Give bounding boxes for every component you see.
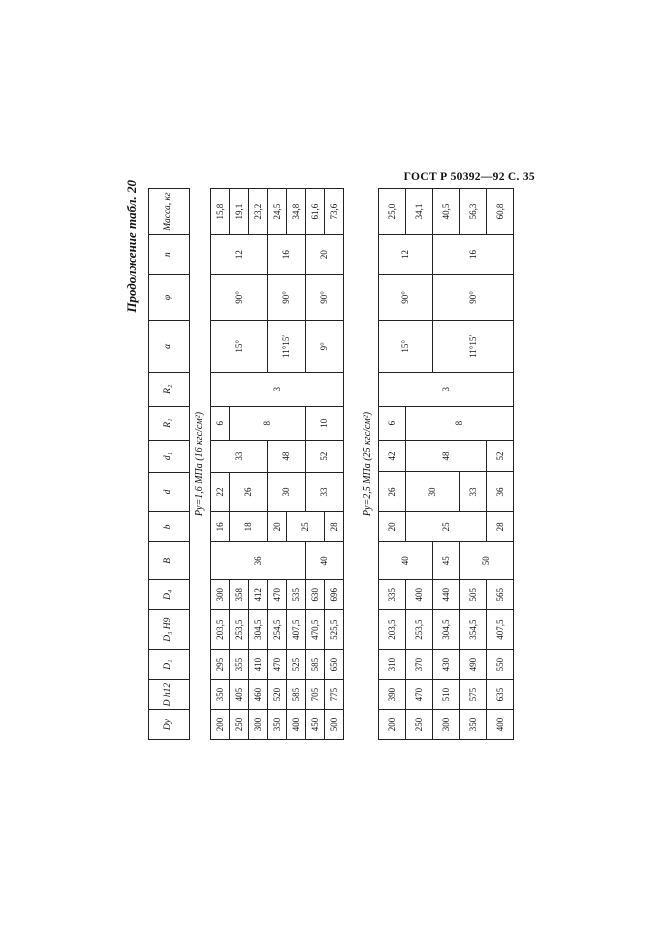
cell: 304,5 (433, 610, 460, 650)
cell: 510 (433, 680, 460, 710)
table-row (268, 189, 287, 740)
cell: 8 (230, 406, 306, 440)
cell: 3 (379, 372, 514, 406)
cell: 12 (211, 235, 268, 275)
cell: 490 (460, 650, 487, 680)
cell: 10 (306, 406, 344, 440)
col-header: b (149, 512, 190, 542)
cell: 20 (268, 512, 287, 542)
col-header: α (149, 320, 190, 372)
flange-table-pn25 (358, 188, 514, 740)
cell: 525 (287, 650, 306, 680)
cell: 42 (379, 440, 406, 472)
cell: 61,6 (306, 189, 325, 235)
cell: 15° (379, 320, 433, 372)
cell: 200 (379, 710, 406, 740)
cell: 45 (433, 542, 460, 580)
cell: 440 (433, 580, 460, 610)
cell: 11°15′ (268, 320, 306, 372)
cell: 6 (379, 406, 406, 440)
col-header: D₃ H9 (149, 610, 190, 650)
cell: 73,6 (325, 189, 344, 235)
cell: 460 (249, 680, 268, 710)
cell: 36 (211, 542, 306, 580)
cell: 295 (211, 650, 230, 680)
cell: 354,5 (460, 610, 487, 650)
table-row (379, 189, 406, 740)
cell: 400 (406, 580, 433, 610)
cell: 33 (460, 472, 487, 512)
cell: 15,8 (211, 189, 230, 235)
col-header: n (149, 235, 190, 275)
cell: 200 (211, 710, 230, 740)
cell: 20 (306, 235, 344, 275)
cell: 90° (379, 274, 433, 320)
cell: 400 (487, 710, 514, 740)
cell: 56,3 (460, 189, 487, 235)
cell: 52 (487, 440, 514, 472)
col-header: φ (149, 275, 190, 321)
cell: 60,8 (487, 189, 514, 235)
cell: 430 (433, 650, 460, 680)
page-header: ГОСТ Р 50392—92 С. 35 (403, 171, 535, 183)
cell: 90° (211, 275, 268, 321)
cell: 304,5 (249, 610, 268, 650)
rotated-table-block (120, 180, 505, 740)
cell: 310 (379, 650, 406, 680)
cell: 40 (306, 542, 344, 580)
cell: 90° (433, 274, 514, 320)
cell: 635 (487, 680, 514, 710)
cell: 585 (306, 650, 325, 680)
col-header: R₁ (149, 406, 190, 440)
col-header: D h12 (149, 680, 190, 710)
cell: 370 (406, 650, 433, 680)
cell: 18 (230, 512, 268, 542)
cell: 9° (306, 320, 344, 372)
cell: 250 (406, 710, 433, 740)
cell: 355 (230, 650, 249, 680)
cell: 775 (325, 680, 344, 710)
cell: 52 (306, 440, 344, 472)
section-title-row (358, 189, 379, 740)
cell: 3 (211, 372, 344, 406)
cell: 390 (379, 680, 406, 710)
cell: 48 (406, 440, 487, 472)
cell: 90° (306, 275, 344, 321)
cell: 300 (211, 580, 230, 610)
cell: 48 (268, 440, 306, 472)
section-title-row (190, 189, 211, 740)
cell: 630 (306, 580, 325, 610)
cell: 26 (379, 472, 406, 512)
cell: 505 (460, 580, 487, 610)
col-header: R₂ (149, 372, 190, 406)
cell: 253,5 (230, 610, 249, 650)
cell: 565 (487, 580, 514, 610)
cell: 33 (306, 472, 344, 512)
cell: 350 (268, 710, 287, 740)
cell: 25 (287, 512, 325, 542)
table-row (306, 189, 325, 740)
cell: 34,1 (406, 189, 433, 235)
cell: 203,5 (211, 610, 230, 650)
section-title: Pу=2,5 МПа (25 кгс/см²) (362, 411, 373, 517)
cell: 696 (325, 580, 344, 610)
cell: 6 (211, 406, 230, 440)
cell: 250 (230, 710, 249, 740)
table-caption: Продолжение табл. 20 (124, 180, 139, 313)
header-row (149, 189, 190, 740)
cell: 520 (268, 680, 287, 710)
col-header: d (149, 472, 190, 512)
cell: 450 (306, 710, 325, 740)
cell: 410 (249, 650, 268, 680)
cell: 405 (230, 680, 249, 710)
table-row (211, 189, 230, 740)
cell: 34,8 (287, 189, 306, 235)
col-header: d₁ (149, 440, 190, 472)
cell: 30 (268, 472, 306, 512)
cell: 400 (287, 710, 306, 740)
col-header: D₁ (149, 650, 190, 680)
cell: 253,5 (406, 610, 433, 650)
section-title: Pу=1,6 МПа (16 кгс/см²) (194, 411, 205, 517)
cell: 50 (460, 542, 514, 580)
cell: 15° (211, 320, 268, 372)
col-header: Dу (149, 710, 190, 740)
cell: 203,5 (379, 610, 406, 650)
cell: 16 (268, 235, 306, 275)
cell: 705 (306, 680, 325, 710)
cell: 535 (287, 580, 306, 610)
cell: 300 (249, 710, 268, 740)
cell: 412 (249, 580, 268, 610)
cell: 8 (406, 406, 514, 440)
cell: 550 (487, 650, 514, 680)
col-header: B (149, 542, 190, 580)
cell: 11°15′ (433, 320, 514, 372)
cell: 20 (379, 512, 406, 542)
cell: 254,5 (268, 610, 287, 650)
cell: 23,2 (249, 189, 268, 235)
cell: 25,0 (379, 189, 406, 235)
cell: 650 (325, 650, 344, 680)
cell: 90° (268, 275, 306, 321)
cell: 28 (487, 512, 514, 542)
cell: 470 (268, 580, 287, 610)
cell: 36 (487, 472, 514, 512)
cell: 40,5 (433, 189, 460, 235)
cell: 470 (268, 650, 287, 680)
cell: 16 (211, 512, 230, 542)
cell: 335 (379, 580, 406, 610)
cell: 350 (211, 680, 230, 710)
cell: 24,5 (268, 189, 287, 235)
flange-table (148, 188, 344, 740)
cell: 19,1 (230, 189, 249, 235)
cell: 585 (287, 680, 306, 710)
cell: 12 (379, 235, 433, 275)
cell: 470 (406, 680, 433, 710)
cell: 470,5 (306, 610, 325, 650)
cell: 350 (460, 710, 487, 740)
col-header: D₄ (149, 580, 190, 610)
cell: 300 (433, 710, 460, 740)
cell: 40 (379, 542, 433, 580)
col-header: Масса, кг (149, 189, 190, 235)
cell: 16 (433, 235, 514, 275)
cell: 25 (406, 512, 487, 542)
cell: 407,5 (487, 610, 514, 650)
cell: 407,5 (287, 610, 306, 650)
cell: 575 (460, 680, 487, 710)
cell: 30 (406, 472, 460, 512)
cell: 525,5 (325, 610, 344, 650)
cell: 22 (211, 472, 230, 512)
cell: 33 (211, 440, 268, 472)
cell: 500 (325, 710, 344, 740)
cell: 358 (230, 580, 249, 610)
cell: 26 (230, 472, 268, 512)
cell: 28 (325, 512, 344, 542)
